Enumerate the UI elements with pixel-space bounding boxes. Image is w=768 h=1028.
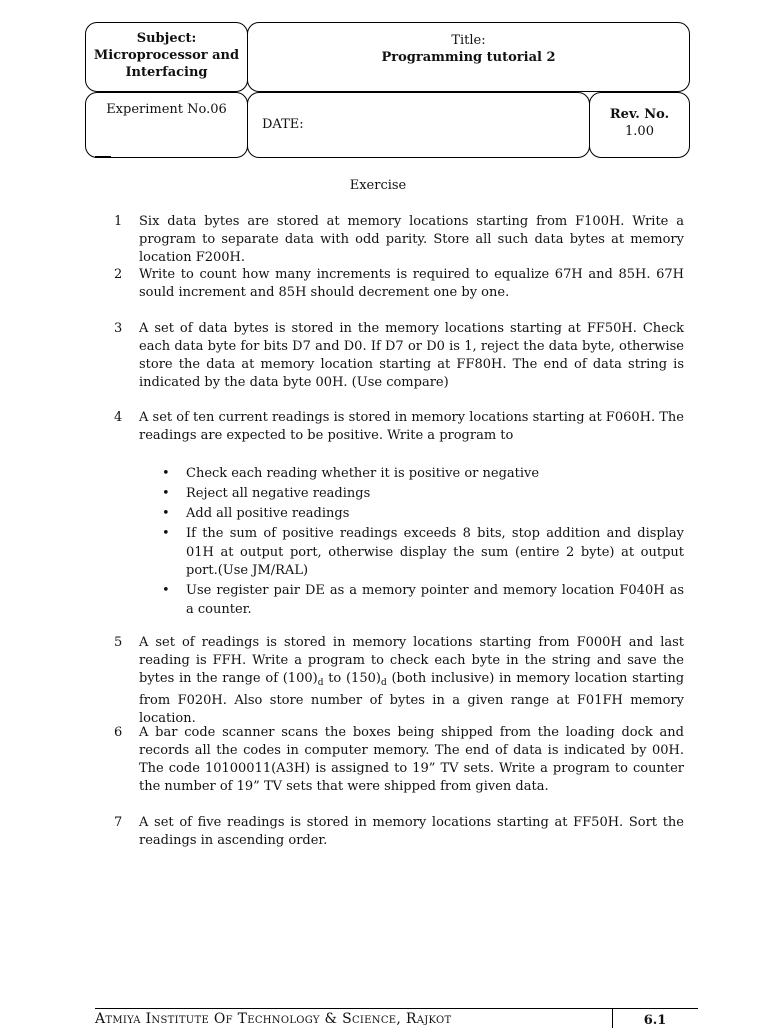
title-box [247, 22, 690, 92]
experiment-number: Experiment No.06 [106, 102, 227, 117]
question-item [114, 724, 684, 796]
question-item [114, 266, 684, 302]
date-box [247, 92, 590, 158]
question-number: 5 [114, 635, 123, 650]
question-text: Write to count how many increments is required to equalize 67H and 85H. 67H sould increment and 85H should decrement one by one. [139, 267, 684, 300]
revision-box [589, 92, 690, 158]
question-text: A set of ten current readings is stored in memory locations starting at F060H. The readings are expected to be positive. Write a program to [139, 410, 684, 443]
question-number: 6 [114, 725, 123, 740]
subscript: d [380, 678, 387, 688]
subject-box [85, 22, 248, 92]
experiment-box [85, 92, 248, 158]
question-text: Six data bytes are stored at memory locations starting from F100H. Write a program to separate data with odd parity. Store all such data bytes at memory location F200H. [139, 214, 684, 265]
subscript: d [317, 678, 324, 688]
rev-label: Rev. No. [609, 107, 670, 122]
question-item [114, 213, 684, 267]
footer-rule [95, 1008, 698, 1009]
question-item [114, 409, 684, 445]
date-label: DATE: [262, 117, 304, 132]
bullet-item [160, 582, 684, 619]
footer-institute: Atmiya Institute Of Technology & Science, Rajkot [95, 1011, 452, 1027]
bullet-dot-icon: • [162, 486, 170, 501]
title-value: Programming tutorial 2 [381, 50, 556, 65]
bullet-dot-icon: • [162, 466, 170, 481]
rev-value: 1.00 [625, 124, 654, 139]
subject-line1: Microprocessor and [93, 48, 240, 63]
subject-line2: Interfacing [125, 65, 208, 80]
bullet-item [160, 505, 684, 524]
bullet-dot-icon: • [162, 506, 170, 521]
bullet-dot-icon: • [162, 526, 170, 541]
question-item [114, 320, 684, 392]
bullet-item [160, 485, 684, 504]
question-number: 4 [114, 410, 123, 425]
bullet-text: If the sum of positive readings exceeds 8 bits, stop addition and display 01H at output port, otherwise display the sum (entire 2 byte) at output port.(Use JM/RAL) [186, 526, 684, 578]
question-number: 3 [114, 321, 123, 336]
question-text: A set of data bytes is stored in the memory locations starting at FF50H. Check each data byte for bits D7 and D0. If D7 or D0 is 1, reject the data byte, otherwise store the data at memory location starting at FF80H. The end of data string is indicated by the data byte 00H. (Use compare) [139, 321, 684, 390]
question-text: A bar code scanner scans the boxes being shipped from the loading dock and records all the codes in computer memory. The end of data is indicated by 00H. The code 10100011(A3H) is assigned to 19” TV sets. Write a program to counter the number of 19” TV sets that were shipped from given data. [139, 725, 684, 794]
bullet-text: Add all positive readings [186, 506, 350, 521]
decorative-tick [95, 156, 111, 158]
question-text: A set of five readings is stored in memory locations starting at FF50H. Sort the readings in ascending order. [139, 815, 684, 848]
bullet-dot-icon: • [162, 583, 170, 598]
bullet-text: Use register pair DE as a memory pointer and memory location F040H as a counter. [186, 583, 684, 617]
bullet-text: Reject all negative readings [186, 486, 371, 501]
footer-page-number: 6.1 [643, 1013, 667, 1028]
question-number: 2 [114, 267, 123, 282]
question-number: 1 [114, 214, 123, 229]
bullet-item [160, 465, 684, 484]
bullet-list [160, 465, 684, 621]
bullet-item [160, 525, 684, 581]
exercise-heading: Exercise [349, 178, 407, 193]
subject-label: Subject: [136, 31, 197, 46]
bullet-text: Check each reading whether it is positive or negative [186, 466, 540, 481]
question-item [114, 814, 684, 850]
question-text: A set of readings is stored in memory locations starting from F000H and last reading is FFH. Write a program to check each byte in the string and save the bytes in the range of $(100)_d$ to $(150)_d$ (both inclusive) in memory location starting from F020H. Also store number of bytes in a given range at F01FH memory location. [139, 635, 685, 726]
question-number: 7 [114, 815, 123, 830]
question-item [114, 634, 684, 728]
title-label: Title: [451, 33, 486, 48]
